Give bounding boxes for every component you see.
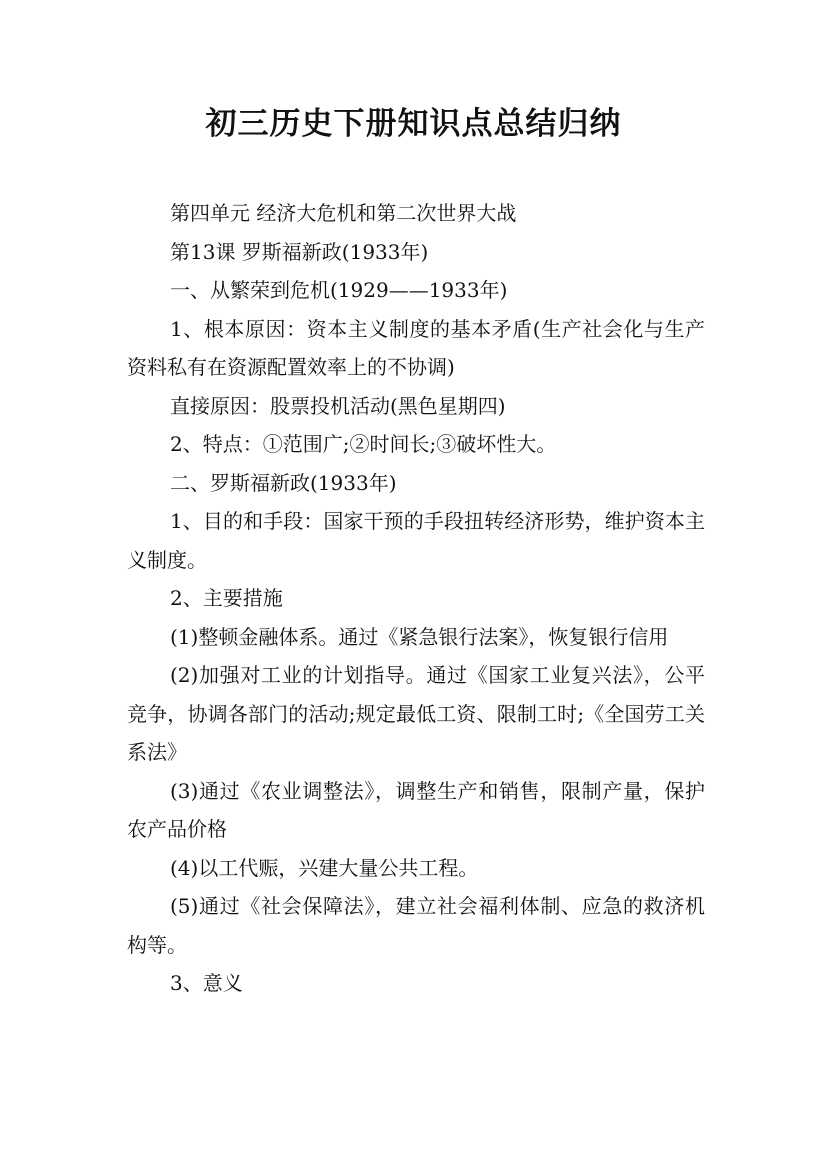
document-body	[127, 194, 705, 1003]
lesson-heading: 第13课 罗斯福新政(1933年)	[170, 239, 429, 264]
unit-heading: 第四单元 经济大危机和第二次世界大战	[170, 201, 517, 225]
page-title: 初三历史下册知识点总结归纳	[205, 106, 622, 142]
list-item: (4)以工代赈，兴建大量公共工程。	[170, 855, 479, 880]
body-paragraph: 1、目的和手段：国家干预的手段扭转经济形势，维护资本主义制度。	[127, 509, 705, 572]
list-item: (2)加强对工业的计划指导。通过《国家工业复兴法》，公平竞争，协调各部门的活动;规定最低工资、限制工时;《全国劳工关系法》	[127, 663, 705, 764]
list-item: (3)通过《农业调整法》，调整生产和销售，限制产量，保护农产品价格	[127, 778, 705, 841]
list-item: (1)整顿金融体系。通过《紧急银行法案》，恢复银行信用	[170, 624, 669, 649]
subsection-heading: 2、主要措施	[170, 586, 283, 610]
body-paragraph: 2、特点：①范围广;②时间长;③破坏性大。	[170, 432, 557, 456]
subsection-heading: 3、意义	[170, 971, 243, 995]
section-heading: 二、罗斯福新政(1933年)	[170, 470, 397, 495]
body-paragraph: 1、根本原因：资本主义制度的基本矛盾(生产社会化与生产资料私有在资源配置效率上的不协调)	[127, 316, 705, 379]
section-heading: 一、从繁荣到危机(1929——1933年)	[170, 278, 508, 302]
list-item: (5)通过《社会保障法》，建立社会福利体制、应急的救济机构等。	[127, 894, 705, 957]
body-paragraph: 直接原因：股票投机活动(黑色星期四)	[170, 393, 506, 418]
